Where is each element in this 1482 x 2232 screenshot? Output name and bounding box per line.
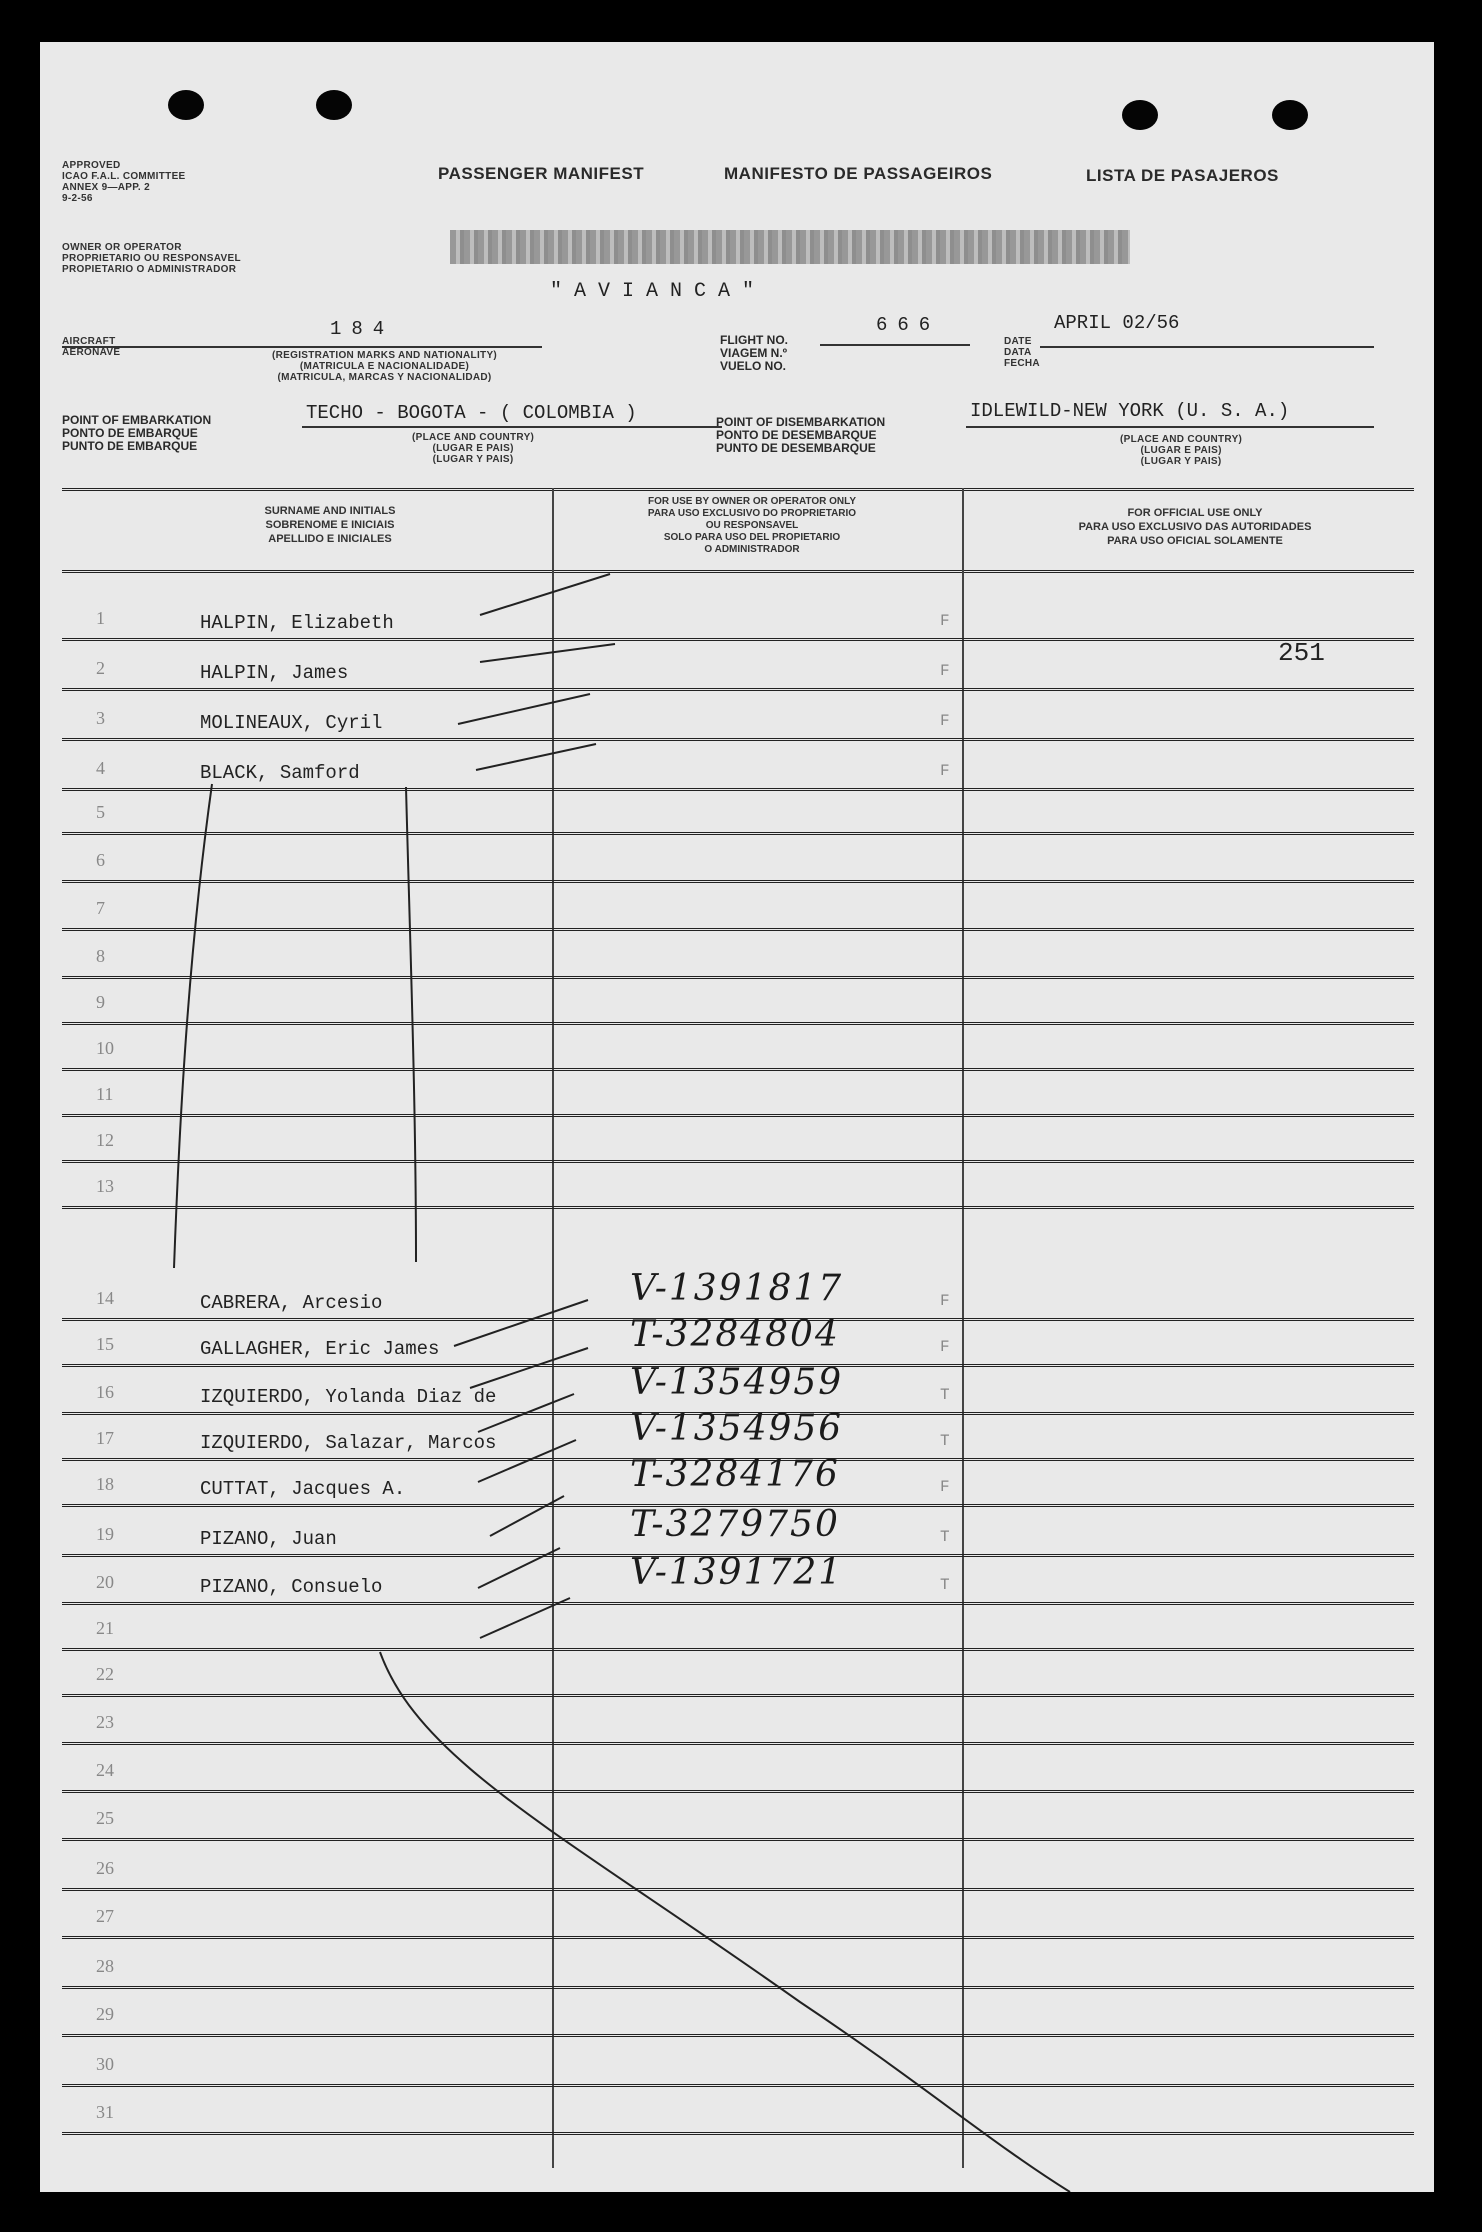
row-number: 18 xyxy=(96,1474,114,1494)
row-number: 27 xyxy=(96,1906,114,1926)
row-tag: F xyxy=(940,762,950,780)
check-mark xyxy=(470,1348,588,1388)
embark-label: PONTO DE EMBARQUE xyxy=(62,426,198,440)
passenger-name: PIZANO, Consuelo xyxy=(200,1576,383,1598)
handwritten-document-number: V-1354959 xyxy=(630,1362,844,1403)
check-mark xyxy=(478,1548,560,1588)
place-label: (LUGAR E PAIS) xyxy=(1140,445,1222,456)
registration-label: (MATRICULA E NACIONALIDADE) xyxy=(299,361,470,372)
row-number: 3 xyxy=(96,708,105,728)
row-tag: T xyxy=(940,1386,950,1404)
row-tag: F xyxy=(940,712,950,730)
row-number: 24 xyxy=(96,1760,114,1780)
row-number: 20 xyxy=(96,1572,114,1592)
disembark-value: IDLEWILD-NEW YORK (U. S. A.) xyxy=(970,400,1290,422)
company-name: " A V I A N C A " xyxy=(550,280,755,303)
row-number: 10 xyxy=(96,1038,114,1058)
diagonal-strike-line xyxy=(380,1652,1070,2192)
date-label: DATA xyxy=(1004,347,1032,358)
place-label: (LUGAR Y PAIS) xyxy=(432,454,514,465)
row-number: 19 xyxy=(96,1524,114,1544)
passenger-name: PIZANO, Juan xyxy=(200,1528,337,1550)
row-number: 5 xyxy=(96,802,105,822)
column-header-line: PARA USO OFICIAL SOLAMENTE xyxy=(1107,535,1283,547)
check-mark xyxy=(458,694,590,724)
manifest-page xyxy=(40,42,1434,2192)
column-header-line: OU RESPONSAVEL xyxy=(705,520,799,531)
place-label: (LUGAR Y PAIS) xyxy=(1140,456,1222,467)
passenger-name: MOLINEAUX, Cyril xyxy=(200,712,383,734)
bracket-line xyxy=(174,784,212,1268)
flight-value: 666 xyxy=(876,314,941,336)
flight-label: FLIGHT NO. xyxy=(720,333,788,347)
column-header-line: PARA USO EXCLUSIVO DO PROPRIETARIO xyxy=(647,508,857,519)
column-header-line: FOR USE BY OWNER OR OPERATOR ONLY xyxy=(648,496,856,507)
row-number: 9 xyxy=(96,992,105,1012)
place-label: (PLACE AND COUNTRY) xyxy=(1120,434,1243,445)
handwritten-document-number: T-3284176 xyxy=(630,1454,840,1495)
passenger-name: GALLAGHER, Eric James xyxy=(200,1338,440,1360)
row-number: 26 xyxy=(96,1858,114,1878)
column-header-line: SOLO PARA USO DEL PROPIETARIO xyxy=(663,532,841,543)
check-mark xyxy=(480,1598,570,1638)
row-number: 13 xyxy=(96,1176,114,1196)
row-number: 29 xyxy=(96,2004,114,2024)
disembark-label: PONTO DE DESEMBARQUE xyxy=(716,428,877,442)
column-header-line: SURNAME AND INITIALS xyxy=(264,505,396,517)
row-number: 31 xyxy=(96,2102,114,2122)
row-number: 1 xyxy=(96,608,105,628)
row-number: 11 xyxy=(96,1084,114,1104)
date-value: APRIL 02/56 xyxy=(1054,312,1180,334)
official-number: 251 xyxy=(1278,638,1325,668)
aircraft-value: 184 xyxy=(330,318,395,340)
row-number: 15 xyxy=(96,1334,114,1354)
aircraft-label: AIRCRAFT xyxy=(62,336,116,347)
owner-label: PROPIETARIO O ADMINISTRADOR xyxy=(62,264,237,275)
registration-label: (MATRICULA, MARCAS Y NACIONALIDAD) xyxy=(277,372,492,383)
passenger-name: CUTTAT, Jacques A. xyxy=(200,1478,406,1500)
row-number: 8 xyxy=(96,946,105,966)
row-number: 14 xyxy=(96,1288,114,1308)
handwritten-document-number: T-3284804 xyxy=(630,1314,840,1355)
row-number: 28 xyxy=(96,1956,114,1976)
column-header-line: PARA USO EXCLUSIVO DAS AUTORIDADES xyxy=(1078,521,1312,533)
row-number: 30 xyxy=(96,2054,114,2074)
passenger-name: HALPIN, James xyxy=(200,662,349,684)
flight-label: VIAGEM N.º xyxy=(720,346,788,360)
approval-line: ANNEX 9—APP. 2 xyxy=(62,182,150,193)
approval-line: ICAO F.A.L. COMMITTEE xyxy=(62,171,186,182)
row-tag: F xyxy=(940,1478,950,1496)
row-tag: F xyxy=(940,1338,950,1356)
check-mark xyxy=(476,744,596,770)
row-tag: T xyxy=(940,1576,950,1594)
passenger-name: IZQUIERDO, Yolanda Diaz de xyxy=(200,1386,497,1408)
date-label: DATE xyxy=(1004,336,1032,347)
handwritten-document-number: V-1391817 xyxy=(630,1268,844,1309)
column-header-line: APELLIDO E INICIALES xyxy=(268,533,392,545)
row-tag: F xyxy=(940,1292,950,1310)
disembark-label: POINT OF DISEMBARKATION xyxy=(716,415,886,429)
approval-line: APPROVED xyxy=(62,160,121,171)
column-header-line: FOR OFFICIAL USE ONLY xyxy=(1127,507,1263,519)
handwritten-document-number: V-1391721 xyxy=(630,1552,844,1593)
row-number: 23 xyxy=(96,1712,114,1732)
place-label: (LUGAR E PAIS) xyxy=(432,443,514,454)
embark-label: POINT OF EMBARKATION xyxy=(62,413,212,427)
check-mark xyxy=(478,1440,576,1482)
handwritten-document-number: V-1354956 xyxy=(630,1408,844,1449)
row-number: 17 xyxy=(96,1428,114,1448)
check-mark xyxy=(478,1394,574,1432)
aircraft-label: AERONAVE xyxy=(62,347,121,358)
owner-label: OWNER OR OPERATOR xyxy=(62,242,182,253)
embark-label: PUNTO DE EMBARQUE xyxy=(62,439,198,453)
passenger-name: CABRERA, Arcesio xyxy=(200,1292,383,1314)
flight-label: VUELO NO. xyxy=(720,359,787,373)
owner-label: PROPRIETARIO OU RESPONSAVEL xyxy=(62,253,241,264)
check-mark xyxy=(480,574,610,615)
row-tag: T xyxy=(940,1528,950,1546)
title-pt: MANIFESTO DE PASSAGEIROS xyxy=(724,164,993,183)
row-tag: F xyxy=(940,662,950,680)
place-label: (PLACE AND COUNTRY) xyxy=(412,432,535,443)
passenger-name: HALPIN, Elizabeth xyxy=(200,612,394,634)
row-number: 2 xyxy=(96,658,105,678)
title-en: PASSENGER MANIFEST xyxy=(438,164,645,183)
row-tag: F xyxy=(940,612,950,630)
column-header-line: O ADMINISTRADOR xyxy=(704,544,800,555)
disembark-label: PUNTO DE DESEMBARQUE xyxy=(716,441,876,455)
passenger-name: BLACK, Samford xyxy=(200,762,360,784)
column-header-line: SOBRENOME E INICIAIS xyxy=(265,519,395,531)
date-label: FECHA xyxy=(1004,358,1040,369)
title-es: LISTA DE PASAJEROS xyxy=(1086,166,1279,185)
row-number: 21 xyxy=(96,1618,114,1638)
row-number: 22 xyxy=(96,1664,114,1684)
approval-line: 9-2-56 xyxy=(62,193,93,204)
bracket-line xyxy=(406,787,416,1262)
handwritten-document-number: T-3279750 xyxy=(630,1504,840,1545)
row-number: 7 xyxy=(96,898,105,918)
row-tag: T xyxy=(940,1432,950,1450)
row-number: 4 xyxy=(96,758,105,778)
check-mark xyxy=(490,1496,564,1536)
row-number: 6 xyxy=(96,850,105,870)
registration-label: (REGISTRATION MARKS AND NATIONALITY) xyxy=(272,350,498,361)
row-number: 12 xyxy=(96,1130,114,1150)
embark-value: TECHO - BOGOTA - ( COLOMBIA ) xyxy=(306,402,637,424)
pen-marks xyxy=(40,42,1434,2192)
passenger-name: IZQUIERDO, Salazar, Marcos xyxy=(200,1432,497,1454)
check-mark xyxy=(454,1300,588,1346)
row-number: 25 xyxy=(96,1808,114,1828)
row-number: 16 xyxy=(96,1382,114,1402)
check-mark xyxy=(480,644,615,662)
